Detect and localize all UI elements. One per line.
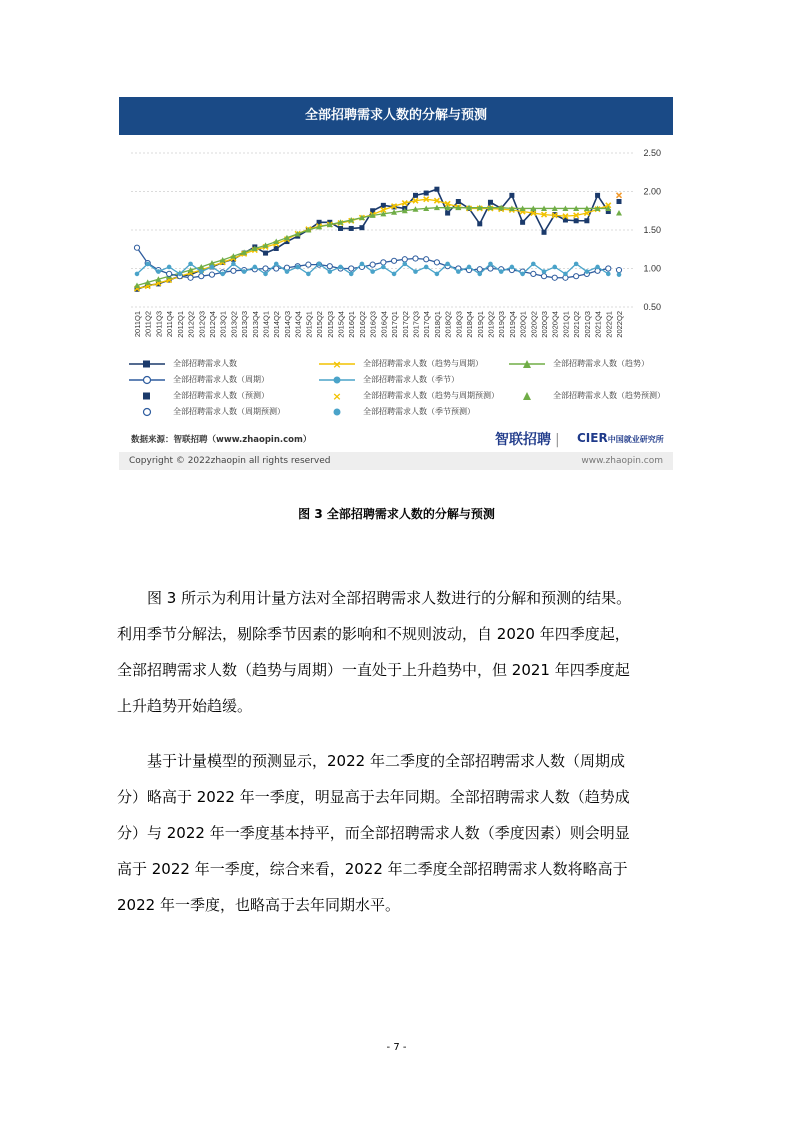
series-4-point — [413, 256, 418, 261]
copyright-text: Copyright © 2022zhaopin all rights reserved — [129, 456, 331, 466]
series-5-point — [210, 265, 215, 270]
forecast-point-1 — [617, 199, 622, 204]
data-source: 数据来源：智联招聘（www.zhaopin.com） — [131, 435, 312, 445]
x-tick-label: 2011Q4 — [165, 311, 175, 338]
para1-line-3: 全部招聘需求人数（趋势与周期）一直处于上升趋势中，但 2021 年四季度起 — [117, 661, 630, 679]
cier-logo — [577, 431, 664, 445]
x-tick-label: 2011Q1 — [133, 311, 142, 338]
series-5-point — [445, 262, 450, 267]
series-4-point — [263, 266, 268, 271]
series-5-point — [499, 269, 504, 274]
x-tick-label: 2011Q2 — [143, 311, 153, 338]
series-5-point — [306, 272, 311, 277]
x-tick-label: 2015Q3 — [325, 311, 335, 338]
series-5-point — [199, 269, 204, 274]
page-number: - 7 - — [386, 1042, 407, 1053]
x-tick-label: 2012Q3 — [197, 311, 207, 338]
x-tick-label: 2020Q3 — [540, 311, 550, 338]
para2-line-5: 2022 年一季度，也略高于去年同期水平。 — [117, 896, 400, 914]
x-tick-label: 2021Q4 — [593, 311, 603, 338]
series-4-point — [199, 274, 204, 279]
x-tick-label: 2017Q2 — [400, 311, 410, 338]
forecast-point-3 — [616, 210, 622, 216]
series-1-point — [456, 199, 461, 204]
series-1-point — [338, 226, 343, 231]
series-5-point — [167, 265, 172, 270]
series-1-point — [542, 230, 547, 235]
series-5-point — [145, 262, 150, 267]
x-tick-label: 2018Q4 — [465, 311, 475, 338]
x-tick-label: 2019Q3 — [497, 311, 507, 338]
x-tick-label: 2014Q1 — [261, 311, 271, 338]
series-5-point — [424, 265, 429, 270]
x-tick-label: 2019Q2 — [486, 311, 496, 338]
para1-line-2: 利用季节分解法，剔除季节因素的影响和不规则波动，自 2020 年四季度起， — [117, 625, 630, 643]
svg-text:×: × — [332, 358, 342, 371]
series-5-point — [135, 272, 140, 277]
y-tick-label: 2.50 — [643, 148, 661, 158]
series-5-point — [317, 262, 322, 267]
zhilian-logo: 智联招聘 | — [495, 432, 560, 448]
series-1-point — [359, 225, 364, 230]
series-4-point — [531, 271, 536, 276]
cier-logo-cn: 中国就业研究所 — [607, 435, 664, 444]
x-tick-label: 2020Q1 — [518, 311, 528, 338]
x-tick-label: 2019Q4 — [507, 311, 517, 338]
x-tick-label: 2013Q1 — [218, 311, 228, 338]
series-1-point — [584, 218, 589, 223]
x-tick-label: 2018Q3 — [454, 311, 464, 338]
series-4-point — [349, 266, 354, 271]
decomposition-chart — [119, 137, 673, 357]
x-tick-label: 2020Q2 — [529, 311, 539, 338]
series-4-point — [574, 274, 579, 279]
y-tick-label: 1.00 — [643, 263, 661, 274]
series-4-point — [424, 257, 429, 262]
series-1-point — [263, 251, 268, 256]
x-tick-label: 2017Q3 — [411, 311, 421, 338]
x-tick-label: 2018Q2 — [443, 311, 453, 338]
series-5-point — [242, 269, 247, 274]
x-tick-label: 2014Q3 — [282, 311, 292, 338]
series-5-point — [360, 262, 365, 267]
series-4-point — [167, 271, 172, 276]
series-1-point — [424, 191, 429, 196]
series-5-point — [285, 269, 290, 274]
series-1-point — [477, 221, 482, 226]
x-tick-label: 2021Q3 — [582, 311, 592, 338]
para1-line-4: 上升趋势开始趋缓。 — [117, 697, 253, 715]
series-5-point — [520, 272, 525, 277]
forecast-point-4 — [616, 267, 621, 272]
x-tick-label: 2013Q3 — [240, 311, 250, 338]
series-5-point — [178, 272, 183, 277]
series-4-point — [391, 258, 396, 263]
x-tick-label: 2016Q2 — [357, 311, 367, 338]
series-5-point — [531, 262, 536, 267]
forecast-point-5 — [617, 272, 622, 277]
x-tick-label: 2017Q4 — [422, 311, 432, 338]
series-1-point — [413, 193, 418, 198]
x-tick-label: 2020Q4 — [550, 311, 560, 338]
series-5-point — [467, 265, 472, 270]
series-4-point — [606, 266, 611, 271]
paragraph-1 — [117, 580, 697, 724]
copyright-bar — [119, 452, 673, 470]
figure-caption: 图 3 全部招聘需求人数的分解与预测 — [298, 507, 495, 521]
series-1-point — [349, 226, 354, 231]
series-5-point — [563, 272, 568, 277]
chart-figure — [119, 97, 673, 470]
series-5-point — [435, 272, 440, 277]
series-5-point — [595, 265, 600, 270]
series-5-point — [220, 272, 225, 277]
series-5-point — [349, 272, 354, 277]
chart-legend: 全部招聘需求人数 × 全部招聘需求人数（趋势与周期） 全部招聘需求人数（趋势） 全部招聘需求人数（周期） 全部招聘需求人数（季节） 全部招聘需求人数（预测） × 全部招聘需求人数（趋势与周期预测） 全部招聘需求人数（趋势预测） 全部招聘需求人数（周期预测） 全部招聘需求人数（季节预测） — [129, 357, 674, 427]
para1-line-1: 图 3 所示为利用计量方法对全部招聘需求人数进行的分解和预测的结果。 — [147, 589, 632, 607]
x-tick-label: 2018Q1 — [432, 311, 442, 338]
x-tick-label: 2011Q3 — [154, 311, 164, 338]
series-5-point — [392, 272, 397, 277]
x-tick-label: 2022Q1 — [604, 311, 614, 338]
x-tick-label: 2014Q2 — [272, 311, 282, 338]
series-4-point — [434, 260, 439, 265]
series-5-point — [328, 269, 333, 274]
paragraph-2 — [117, 743, 697, 923]
series-4-point — [327, 264, 332, 269]
x-tick-label: 2012Q2 — [186, 311, 196, 338]
x-tick-label: 2016Q3 — [368, 311, 378, 338]
series-5-point — [477, 272, 482, 277]
series-4-point — [477, 267, 482, 272]
series-5-point — [231, 262, 236, 267]
series-4-point — [381, 260, 386, 265]
x-tick-label: 2012Q1 — [175, 311, 185, 338]
series-4-point — [209, 272, 214, 277]
chart-title: 全部招聘需求人数的分解与预测 — [119, 97, 673, 135]
series-5-point — [274, 262, 279, 267]
para2-line-2: 分）略高于 2022 年一季度，明显高于去年同期。全部招聘需求人数（趋势成 — [117, 788, 630, 806]
x-tick-label: 2013Q2 — [229, 311, 239, 338]
series-5-point — [488, 262, 493, 267]
series-5-point — [606, 272, 611, 277]
series-5-point — [188, 262, 193, 267]
series-4-point — [306, 262, 311, 267]
x-tick-label: 2016Q4 — [379, 311, 389, 338]
series-5-point — [585, 269, 590, 274]
series-5-point — [574, 262, 579, 267]
series-1-point — [445, 211, 450, 216]
x-tick-label: 2015Q4 — [336, 311, 346, 338]
series-5-point — [381, 265, 386, 270]
x-tick-label: 2017Q1 — [390, 311, 400, 338]
x-tick-label: 2022Q2 — [615, 311, 624, 338]
series-5-point — [402, 262, 407, 267]
series-5-point — [263, 272, 268, 277]
series-5-point — [156, 269, 161, 274]
x-tick-label: 2021Q2 — [572, 311, 582, 338]
x-tick-label: 2014Q4 — [293, 311, 303, 338]
series-5-point — [510, 265, 515, 270]
zhilian-logo-text: 智联招聘 — [495, 432, 551, 448]
series-1-point — [434, 187, 439, 192]
svg-text:×: × — [332, 390, 342, 403]
para2-line-3: 分）与 2022 年一季度基本持平，而全部招聘需求人数（季度因素）则会明显 — [117, 824, 630, 842]
x-tick-label: 2015Q1 — [304, 311, 314, 338]
series-5-point — [295, 265, 300, 270]
x-tick-label: 2016Q1 — [347, 311, 357, 338]
para2-line-1: 基于计量模型的预测显示，2022 年二季度的全部招聘需求人数（周期成 — [147, 752, 625, 770]
series-4-point — [541, 274, 546, 279]
x-tick-label: 2015Q2 — [315, 311, 325, 338]
series-1-point — [488, 200, 493, 205]
series-4-point — [188, 275, 193, 280]
series-4-point — [231, 268, 236, 273]
series-5-point — [253, 265, 258, 270]
series-1-point — [595, 193, 600, 198]
series-1-point — [509, 193, 514, 198]
series-1-point — [574, 218, 579, 223]
y-tick-label: 2.00 — [643, 186, 661, 197]
site-url: www.zhaopin.com — [581, 456, 663, 466]
x-tick-label: 2013Q4 — [250, 311, 260, 338]
series-4-point — [402, 257, 407, 262]
series-5-point — [542, 269, 547, 274]
y-tick-label: 1.50 — [643, 225, 661, 235]
series-5-point — [370, 269, 375, 274]
series-5-point — [456, 269, 461, 274]
series-4-point — [552, 275, 557, 280]
series-5-point — [338, 265, 343, 270]
series-4-point — [370, 262, 375, 267]
series-4-point — [488, 266, 493, 271]
x-tick-label: 2012Q4 — [207, 311, 217, 338]
series-5-point — [552, 265, 557, 270]
y-tick-label: 0.50 — [643, 302, 661, 312]
series-4-point — [134, 245, 139, 250]
para2-line-4: 高于 2022 年一季度，综合来看，2022 年二季度全部招聘需求人数将略高于 — [117, 860, 628, 878]
cier-logo-text: CIER — [577, 431, 608, 445]
x-tick-label: 2019Q1 — [475, 311, 485, 338]
series-4-point — [274, 266, 279, 271]
series-1-point — [520, 220, 525, 225]
series-5-point — [413, 269, 418, 274]
x-tick-label: 2021Q1 — [561, 311, 571, 338]
